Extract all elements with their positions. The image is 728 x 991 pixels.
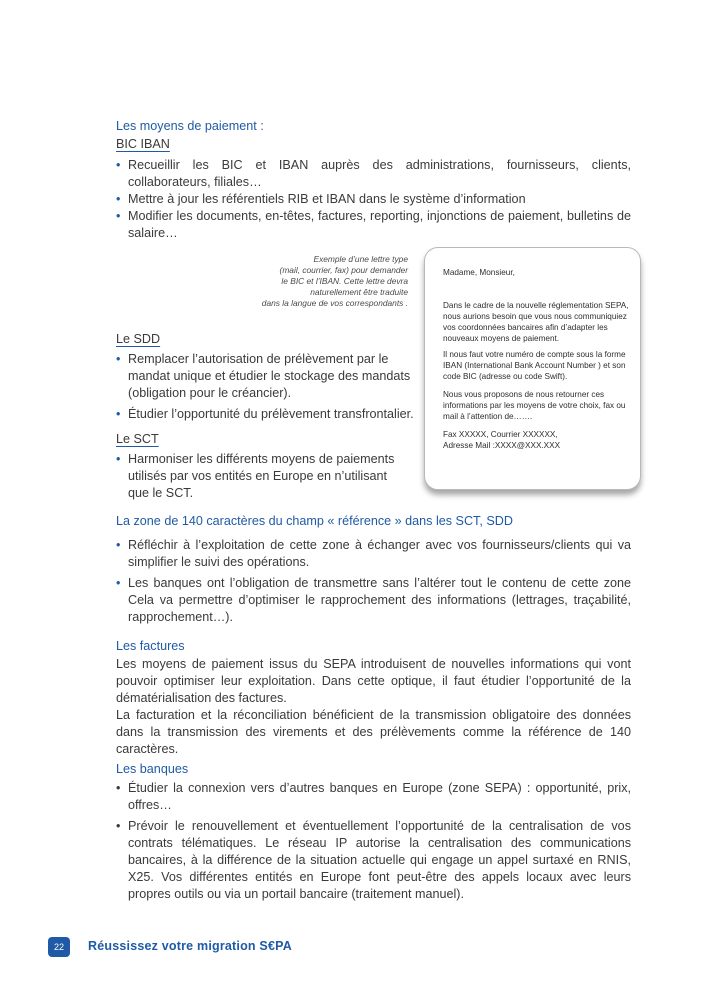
list-item: • Étudier la connexion vers d’autres banques en Europe (zone SEPA) : opportunité, prix, offres… <box>116 780 631 814</box>
caption-line: Exemple d’une lettre type <box>313 254 408 264</box>
banques-list <box>116 780 631 903</box>
caption-line: naturellement être traduite <box>310 287 408 297</box>
caption-line: dans la langue de vos correspondants . <box>261 298 408 308</box>
factures-paragraph: Les moyens de paiement issus du SEPA introduisent de nouvelles informations qui vont pouvoir optimiser leur exploitation. Dans cette optique, il faut étudier l’opportunité de la dématérialisation des factures. <box>116 657 631 705</box>
list-item: • Harmoniser les différents moyens de paiements utilisés par vos entités en Europe en n’utilisant que le SCT. <box>116 451 406 502</box>
letter-contact-line: Fax XXXXX, Courrier XXXXXX, <box>443 430 558 439</box>
letter-paragraph: Dans le cadre de la nouvelle réglementation SEPA, nous aurions besoin que vous nous communiquiez vos coordonnées bancaires afin d’adapter les nouveaux moyens de paiement. <box>443 301 629 343</box>
list-item: • Étudier l’opportunité du prélèvement transfrontalier. <box>116 406 416 423</box>
page-number: 22 <box>48 937 70 957</box>
zone-list <box>116 537 631 626</box>
list-item: • Les banques ont l’obligation de transmettre sans l’altérer tout le contenu de cette zone Cela va permettre d’optimiser le rapprochement des informations (lettrages, traçabilité, rapprochement…). <box>116 575 631 626</box>
section-title-sdd <box>116 331 160 348</box>
list-item: • Modifier les documents, en-têtes, factures, reporting, injonctions de paiement, bulletins de salaire… <box>116 208 631 242</box>
section-title-payment-means: Les moyens de paiement : <box>116 119 264 133</box>
payment-means-list <box>116 157 631 242</box>
list-item: • Remplacer l’autorisation de prélèvement par le mandat unique et étudier le stockage des mandats (obligation pour le créancier). <box>116 351 416 402</box>
caption-line: (mail, courrier, fax) pour demander <box>279 265 408 275</box>
footer-title: Réussissez votre migration S€PA <box>88 939 292 953</box>
section-title-banques: Les banques <box>116 762 189 776</box>
letter-paragraph: Nous vous proposons de nous retourner ces informations par les moyens de votre choix, fax ou mail à l’attention de……. <box>443 390 626 421</box>
letter-caption <box>220 254 408 309</box>
letter-paragraph: Il nous faut votre numéro de compte sous la forme IBAN (International Bank Account Number ) et son code BIC (adresse ou code Swift). <box>443 350 626 381</box>
subtitle-bic-iban <box>116 136 170 153</box>
section-title-sdd-text: Le SDD <box>116 332 161 346</box>
list-item: • Recueillir les BIC et IBAN auprès des administrations, fournisseurs, clients, collaborateurs, filiales… <box>116 157 631 191</box>
caption-line: le BIC et l’IBAN. Cette lettre devra <box>281 276 408 286</box>
list-item: • Prévoir le renouvellement et éventuellement l’opportunité de la centralisation de vos contrats télématiques. Le réseau IP autorise la centralisation des communications bancaires, à la différence de la situation actuelle qui engage un appel surtaxé en RNIS, X25. Vos différentes entités en Europe font peut-être des appels locaux avec leurs propres outils ou via un portail bancaire (traitement manuel). <box>116 818 631 903</box>
section-title-factures: Les factures <box>116 639 185 653</box>
section-title-sct <box>116 431 159 448</box>
sdd-list <box>116 351 416 423</box>
section-title-sct-text: Le SCT <box>116 432 159 446</box>
section-title-zone: La zone de 140 caractères du champ « référence » dans les SCT, SDD <box>116 514 513 528</box>
sct-list <box>116 451 406 502</box>
list-item: • Mettre à jour les référentiels RIB et IBAN dans le système d’information <box>116 191 631 208</box>
letter-greeting: Madame, Monsieur, <box>443 268 515 277</box>
sample-letter <box>424 247 641 490</box>
factures-paragraph: La facturation et la réconciliation bénéficient de la transmission obligatoire des données dans la transmission des virements et des prélèvements comme la référence de 140 caractères. <box>116 708 631 756</box>
list-item: • Réfléchir à l’exploitation de cette zone à échanger avec vos fournisseurs/clients qui va simplifier le suivi des opérations. <box>116 537 631 571</box>
letter-contact-line: Adresse Mail :XXXX@XXX.XXX <box>443 441 561 450</box>
subtitle-bic-iban-text: BIC IBAN <box>116 137 170 151</box>
